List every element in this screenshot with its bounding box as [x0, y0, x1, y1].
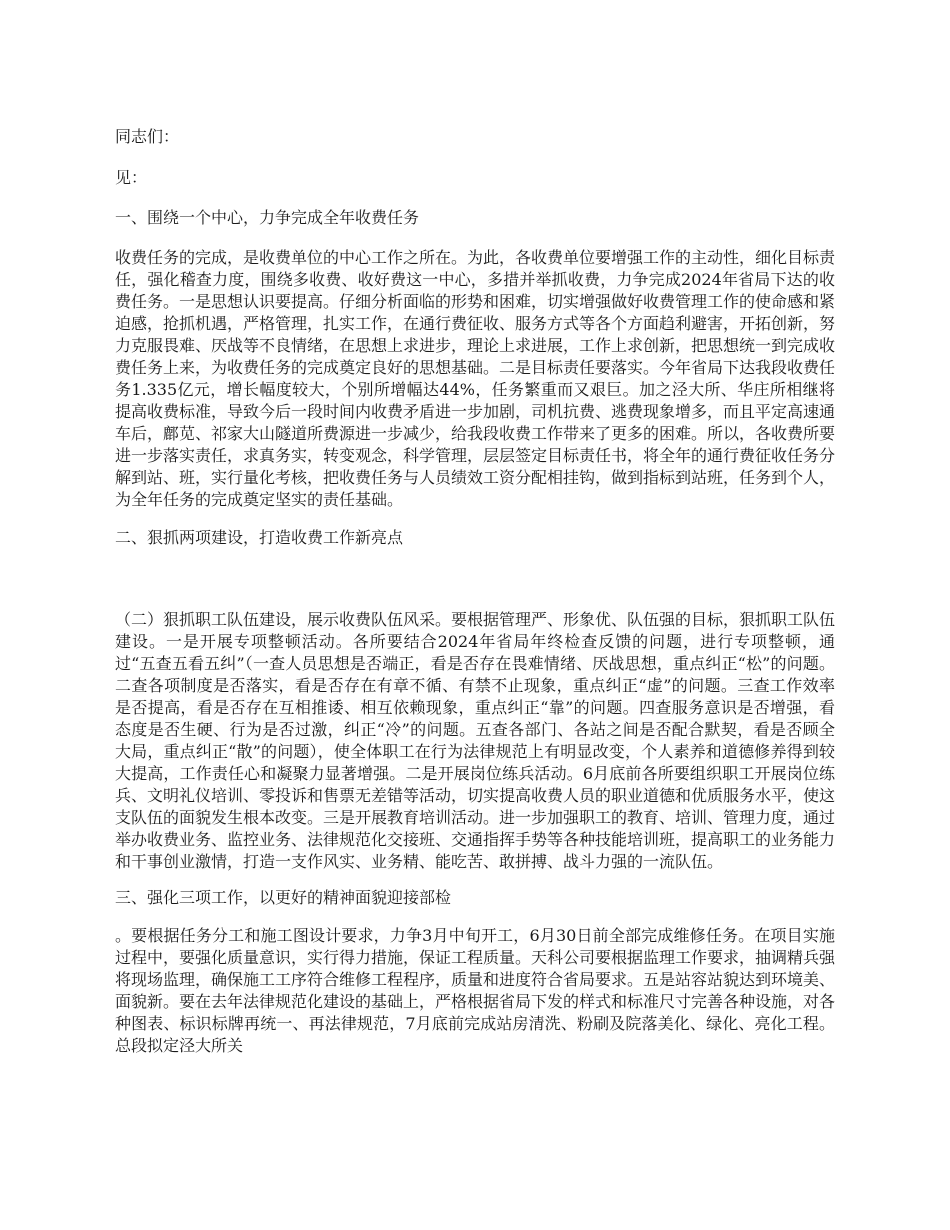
- section-heading-3: 三、强化三项工作，以更好的精神面貌迎接部检: [115, 888, 452, 907]
- greeting: 同志们：: [115, 127, 180, 146]
- seen-line: 见：: [115, 168, 148, 187]
- document-page: [115, 118, 835, 1057]
- section-paragraph-2: （二）狠抓职工队伍建设，展示收费队伍风采。要根据管理严、形象优、队伍强的目标，狠抓职工队伍建设。一是开展专项整顿活动。各所要结合2024年省局年终检查反馈的问题，进行专项整顿，通过“五查五看五纠”（一查人员思想是否端正，看是否存在畏难情绪、厌战思想，重点纠正“松”的问题。二查各项制度是否落实，看是否存在有章不循、有禁不止现象，重点纠正“虚”的问题。三查工作效率是否提高，看是否存在互相推诿、相互依赖现象，重点纠正“靠”的问题。四查服务意识是否增强，看态度是否生硬、行为是否过激，纠正“冷”的问题。五查各部门、各站之间是否配合默契，看是否顾全大局，重点纠正“散”的问题），使全体职工在行为法律规范上有明显改变，个人素养和道德修养得到较大提高，工作责任心和凝聚力显著增强。二是开展岗位练兵活动。6月底前各所要组织职工开展岗位练兵、文明礼仪培训、零投诉和售票无差错等活动，切实提高收费人员的职业道德和优质服务水平，使这支队伍的面貌发生根本改变。三是开展教育培训活动。进一步加强职工的教育、培训、管理力度，通过举办收费业务、监控业务、法律规范化交接班、交通指挥手势等各种技能培训班，提高职工的业务能力和干事创业激情，打造一支作风实、业务精、能吃苦、敢拼搏、战斗力强的一流队伍。: [115, 610, 836, 871]
- section-heading-1: 一、围绕一个中心，力争完成全年收费任务: [115, 208, 420, 227]
- section-heading-2: 二、狠抓两项建设，打造收费工作新亮点: [115, 528, 404, 547]
- section-paragraph-1: 收费任务的完成，是收费单位的中心工作之所在。为此，各收费单位要增强工作的主动性，细化目标责任，强化稽查力度，围绕多收费、收好费这一中心，多措并举抓收费，力争完成2024年省局下达的收费任务。一是思想认识要提高。仔细分析面临的形势和困难，切实增强做好收费管理工作的使命感和紧迫感，抢抓机遇，严格管理，扎实工作，在通行费征收、服务方式等各个方面趋利避害，开拓创新，努力克服畏难、厌战等不良情绪，在思想上求进步，理论上求进展，工作上求创新，把思想统一到完成收费任务上来，为收费任务的完成奠定良好的思想基础。二是目标责任要落实。今年省局下达我段收费任务1.335亿元，增长幅度较大，个别所增幅达44%，任务繁重而又艰巨。加之泾大所、华庄所相继将提高收费标准，导致今后一段时间内收费矛盾进一步加剧，司机抗费、逃费现象增多，而且平定高速通车后，鄜苋、祁家大山隧道所费源进一步减少，给我段收费工作带来了更多的困难。所以，各收费所要进一步落实责任，求真务实，转变观念，科学管理，层层签定目标责任书，将全年的通行费征收任务分解到站、班，实行量化考核，把收费任务与人员绩效工资分配相挂钩，做到指标到站班，任务到个人，为全年任务的完成奠定坚实的责任基础。: [115, 248, 836, 509]
- section-paragraph-3: 。要根据任务分工和施工图设计要求，力争3月中旬开工，6月30日前全部完成维修任务。在项目实施过程中，要强化质量意识，实行得力措施，保证工程质量。天科公司要根据监理工作要求，抽调精兵强将现场监理，确保施工工序符合维修工程程序，质量和进度符合省局要求。五是站容站貌达到环境美、面貌新。要在去年法律规范化建设的基础上，严格根据省局下发的样式和标准尺寸完善各种设施，对各种图表、标识标牌再统一、再法律规范，7月底前完成站房清洗、粉刷及院落美化、绿化、亮化工程。总段拟定泾大所关: [115, 926, 836, 1055]
